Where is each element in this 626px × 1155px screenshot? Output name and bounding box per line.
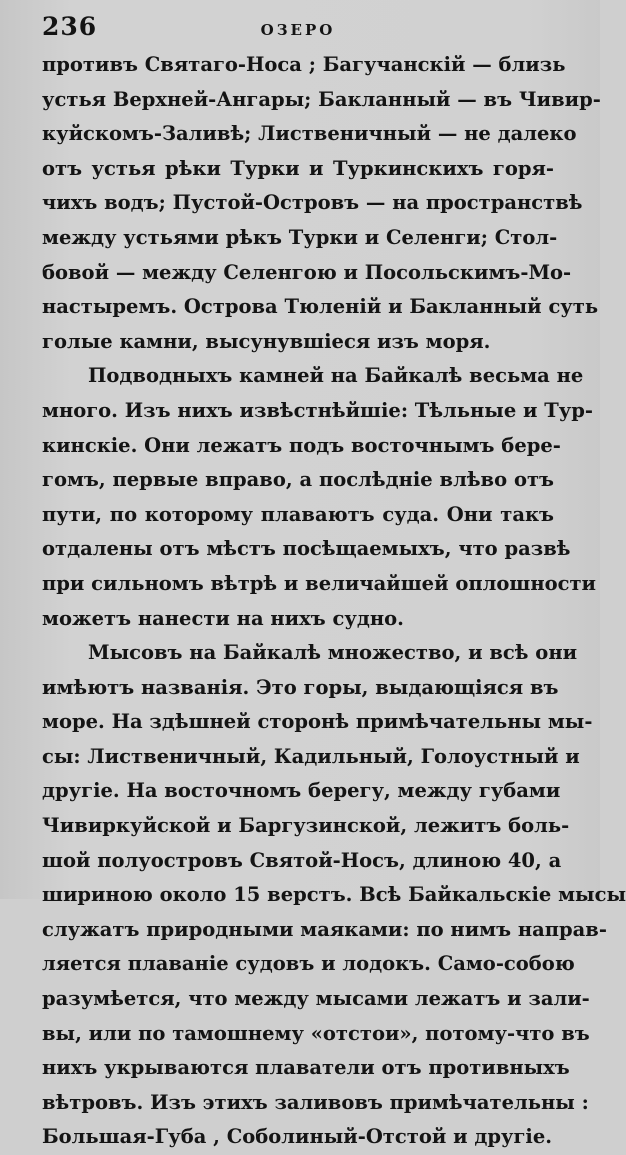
text-line: кинскіе. Они лежатъ подъ восточнымъ бере- [42,433,561,457]
text-line: гомъ, первые вправо, а послѣдніе влѣво отъ [42,468,554,492]
page-number: 236 [42,12,98,41]
text-line: Подводныхъ камней на Байкалѣ весьма не [88,364,584,388]
text-line: ляется плаваніе судовъ и лодокъ. Само-собою [42,952,575,976]
text-line: отдалены отъ мѣстъ посѣщаемыхъ, что развѣ [42,537,571,561]
text-line: можетъ нанести на нихъ судно. [42,606,404,630]
text-line: бовой — между Селенгою и Посольскимъ-Мо- [42,260,572,284]
running-head: ОЗЕРО [260,21,336,39]
text-line: другіе. На восточномъ берегу, между губами [42,779,561,803]
text-line: вы, или по тамошнему «отстои», потому-что въ [42,1021,590,1045]
text-line: при сильномъ вѣтрѣ и величайшей оплошности [42,571,597,595]
text-line: шириною около 15 верстъ. Всѣ Байкальскіе мысы [42,883,626,907]
text-line: сы: Лиственичный, Кадильный, Голоустный и [42,744,580,768]
text-line: имѣютъ названія. Это горы, выдающіяся въ [42,675,559,699]
body-text [42,48,626,1155]
text-line: пути, по которому плаваютъ суда. Они такъ [42,502,554,526]
text-line: Мысовъ на Байкалѣ множество, и всѣ они [88,641,578,665]
text-line: настыремъ. Острова Тюленій и Бакланный суть [42,295,599,319]
text-line: Большая-Губа , Соболиный-Отстой и другіе. [42,1125,553,1149]
text-line: шой полуостровъ Святой-Носъ, длиною 40, а [42,848,562,872]
text-line: вѣтровъ. Изъ этихъ заливовъ примѣчательны : [42,1090,589,1114]
text-line: устья Верхней-Ангары; Бакланный — въ Чивир- [42,87,601,111]
text-line: отъ устья рѣки Турки и Туркинскихъ горя- [42,156,554,180]
paragraph-1 [42,48,601,359]
page-header [42,8,554,48]
text-line: чихъ водъ; Пустой-Островъ — на пространствѣ [42,191,583,215]
text-line: служатъ природными маяками: по нимъ направ- [42,917,607,941]
text-line: разумѣется, что между мысами лежатъ и зали- [42,987,590,1011]
text-line: нихъ укрываются плаватели отъ противныхъ [42,1056,570,1080]
text-line: голые камни, высунувшіеся изъ моря. [42,329,491,353]
text-line: Чивиркуйской и Баргузинской, лежитъ боль- [42,814,570,838]
text-line: много. Изъ нихъ извѣстнѣйшіе: Тѣльные и Тур- [42,398,593,422]
text-line: море. На здѣшней сторонѣ примѣчательны мы- [42,710,593,734]
paragraph-2 [42,359,597,636]
text-line: противъ Святаго-Носа ; Багучанскій — близь [42,53,566,76]
paragraph-3 [42,636,626,1155]
text-line: куйскомъ-Заливѣ; Лиственичный — не далеко [42,122,577,146]
text-line: между устьями рѣкъ Турки и Селенги; Стол- [42,225,558,249]
